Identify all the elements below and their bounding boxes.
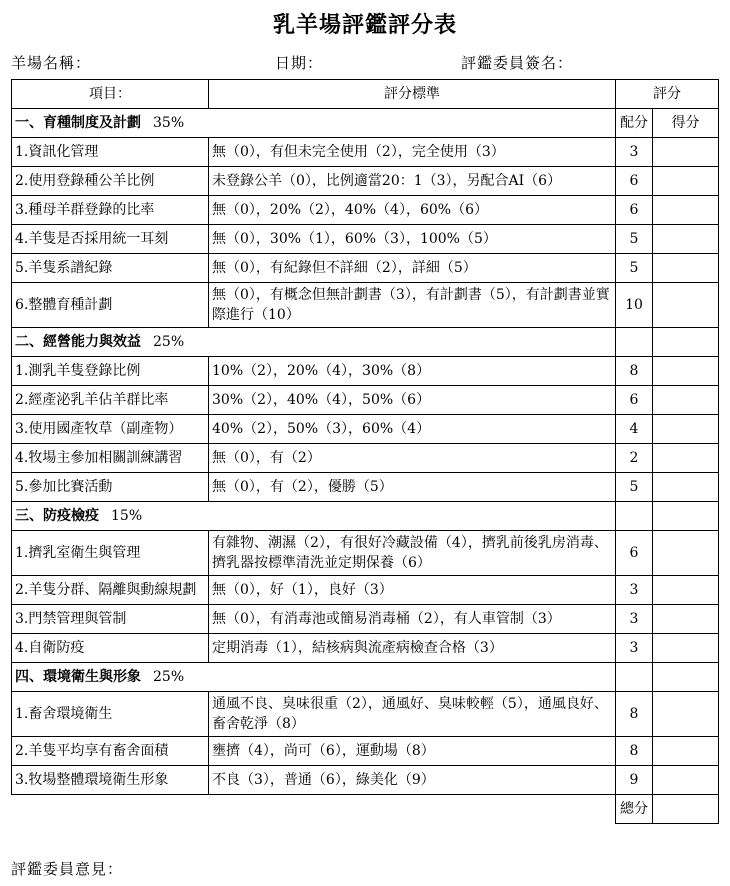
criteria-cell: 無（0），有紀錄但不詳細（2），詳細（5） [209, 254, 616, 283]
points-cell: 8 [616, 357, 653, 386]
header-criteria: 評分標準 [209, 80, 616, 109]
score-input-cell[interactable] [653, 283, 719, 328]
criteria-row [12, 167, 719, 196]
section-weight: 25% [153, 333, 185, 350]
section-blank-alloc [616, 502, 653, 531]
item-cell: 4.自衛防疫 [12, 634, 209, 663]
points-cell: 4 [616, 415, 653, 444]
section-blank-got [653, 502, 719, 531]
criteria-cell: 無（0），好（1），良好（3） [209, 576, 616, 605]
criteria-row [12, 766, 719, 795]
date-label: 日期： [275, 54, 324, 72]
criteria-cell: 30%（2），40%（4），50%（6） [209, 386, 616, 415]
criteria-row [12, 444, 719, 473]
item-cell: 3.門禁管理與管制 [12, 605, 209, 634]
score-input-cell[interactable] [653, 415, 719, 444]
criteria-cell: 10%（2），20%（4），30%（8） [209, 357, 616, 386]
criteria-cell: 無（0），有（2） [209, 444, 616, 473]
score-input-cell[interactable] [653, 473, 719, 502]
criteria-cell: 無（0），有概念但無計劃書（3），有計劃書（5），有計劃書並實際進行（10） [209, 283, 616, 328]
points-cell: 8 [616, 692, 653, 737]
points-cell: 6 [616, 196, 653, 225]
header-got: 得分 [653, 109, 719, 138]
criteria-row [12, 634, 719, 663]
header-score: 評分 [616, 80, 719, 109]
scoring-table [11, 79, 719, 824]
item-cell: 2.使用登錄種公羊比例 [12, 167, 209, 196]
item-cell: 1.擠乳室衛生與管理 [12, 531, 209, 576]
criteria-row [12, 138, 719, 167]
criteria-cell: 通風不良、臭味很重（2），通風好、臭味較輕（5），通風良好、畜舍乾淨（8） [209, 692, 616, 737]
criteria-row [12, 283, 719, 328]
total-row [12, 795, 719, 824]
item-cell: 3.牧場整體環境衛生形象 [12, 766, 209, 795]
score-input-cell[interactable] [653, 605, 719, 634]
points-cell: 8 [616, 737, 653, 766]
criteria-cell: 無（0），有但未完全使用（2），完全使用（3） [209, 138, 616, 167]
score-input-cell[interactable] [653, 196, 719, 225]
form-title: 乳羊場評鑑評分表 [272, 13, 457, 38]
score-input-cell[interactable] [653, 531, 719, 576]
total-label: 總分 [616, 795, 653, 824]
section-row [12, 328, 719, 357]
section-weight: 25% [153, 668, 185, 685]
points-cell: 3 [616, 138, 653, 167]
criteria-cell: 無（0），有消毒池或簡易消毒桶（2），有人車管制（3） [209, 605, 616, 634]
score-input-cell[interactable] [653, 386, 719, 415]
criteria-row [12, 576, 719, 605]
section-blank-alloc [616, 328, 653, 357]
criteria-cell: 40%（2），50%（3），60%（4） [209, 415, 616, 444]
score-input-cell[interactable] [653, 634, 719, 663]
score-input-cell[interactable] [653, 225, 719, 254]
section-row [12, 109, 719, 138]
criteria-cell: 無（0），有（2），優勝（5） [209, 473, 616, 502]
header-item: 項目： [12, 80, 209, 109]
section-title [12, 328, 616, 357]
section-row [12, 502, 719, 531]
section-weight: 15% [111, 507, 143, 524]
criteria-row [12, 692, 719, 737]
scoring-table-body [12, 80, 719, 824]
criteria-cell: 無（0），20%（2），40%（4），60%（6） [209, 196, 616, 225]
criteria-row [12, 473, 719, 502]
section-title [12, 663, 616, 692]
farm-name-label: 羊場名稱： [11, 54, 92, 72]
section-title [12, 109, 616, 138]
item-cell: 2.羊隻分群、隔離與動線規劃 [12, 576, 209, 605]
section-weight: 35% [153, 114, 185, 131]
section-label: 四、環境衛生與形象 [15, 668, 141, 685]
section-blank-got [653, 663, 719, 692]
criteria-row [12, 196, 719, 225]
table-header-row [12, 80, 719, 109]
score-input-cell[interactable] [653, 737, 719, 766]
points-cell: 9 [616, 766, 653, 795]
criteria-row [12, 605, 719, 634]
score-input-cell[interactable] [653, 766, 719, 795]
section-label: 一、育種制度及計劃 [15, 114, 141, 131]
criteria-row [12, 254, 719, 283]
score-input-cell[interactable] [653, 692, 719, 737]
criteria-cell: 有雜物、潮濕（2），有很好冷藏設備（4），擠乳前後乳房消毒、擠乳器按標準清洗並定期保養（6） [209, 531, 616, 576]
points-cell: 6 [616, 167, 653, 196]
points-cell: 6 [616, 386, 653, 415]
points-cell: 6 [616, 531, 653, 576]
criteria-cell: 未登錄公羊（0），比例適當20：1（3），另配合AI（6） [209, 167, 616, 196]
criteria-row [12, 737, 719, 766]
item-cell: 1.資訊化管理 [12, 138, 209, 167]
score-input-cell[interactable] [653, 576, 719, 605]
points-cell: 5 [616, 225, 653, 254]
comment-label: 評鑑委員意見： [11, 860, 124, 878]
points-cell: 10 [616, 283, 653, 328]
criteria-row [12, 531, 719, 576]
item-cell: 6.整體育種計劃 [12, 283, 209, 328]
item-cell: 1.測乳羊隻登錄比例 [12, 357, 209, 386]
score-input-cell[interactable] [653, 138, 719, 167]
item-cell: 3.種母羊群登錄的比率 [12, 196, 209, 225]
score-input-cell[interactable] [653, 444, 719, 473]
points-cell: 3 [616, 605, 653, 634]
section-title [12, 502, 616, 531]
score-input-cell[interactable] [653, 167, 719, 196]
section-blank-got [653, 328, 719, 357]
item-cell: 4.牧場主參加相關訓練講習 [12, 444, 209, 473]
criteria-row [12, 357, 719, 386]
item-cell: 2.經產泌乳羊佔羊群比率 [12, 386, 209, 415]
criteria-row [12, 386, 719, 415]
item-cell: 1.畜舍環境衛生 [12, 692, 209, 737]
score-input-cell[interactable] [653, 254, 719, 283]
criteria-cell: 無（0），30%（1），60%（3），100%（5） [209, 225, 616, 254]
points-cell: 3 [616, 576, 653, 605]
total-blank [12, 795, 616, 824]
section-row [12, 663, 719, 692]
item-cell: 5.參加比賽活動 [12, 473, 209, 502]
criteria-row [12, 415, 719, 444]
item-cell: 2.羊隻平均享有畜舍面積 [12, 737, 209, 766]
total-score-input[interactable] [653, 795, 719, 824]
section-label: 二、經營能力與效益 [15, 333, 141, 350]
criteria-cell: 不良（3），普通（6），綠美化（9） [209, 766, 616, 795]
header-alloc: 配分 [616, 109, 653, 138]
criteria-row [12, 225, 719, 254]
points-cell: 5 [616, 254, 653, 283]
score-input-cell[interactable] [653, 357, 719, 386]
section-label: 三、防疫檢疫 [15, 507, 99, 524]
points-cell: 5 [616, 473, 653, 502]
criteria-cell: 定期消毒（1），結核病與流產病檢查合格（3） [209, 634, 616, 663]
item-cell: 3.使用國產牧草（副產物） [12, 415, 209, 444]
criteria-cell: 壅擠（4），尚可（6），運動場（8） [209, 737, 616, 766]
points-cell: 3 [616, 634, 653, 663]
points-cell: 2 [616, 444, 653, 473]
section-blank-alloc [616, 663, 653, 692]
item-cell: 4.羊隻是否採用統一耳刻 [12, 225, 209, 254]
item-cell: 5.羊隻系譜紀錄 [12, 254, 209, 283]
signature-label: 評鑑委員簽名： [461, 54, 574, 72]
